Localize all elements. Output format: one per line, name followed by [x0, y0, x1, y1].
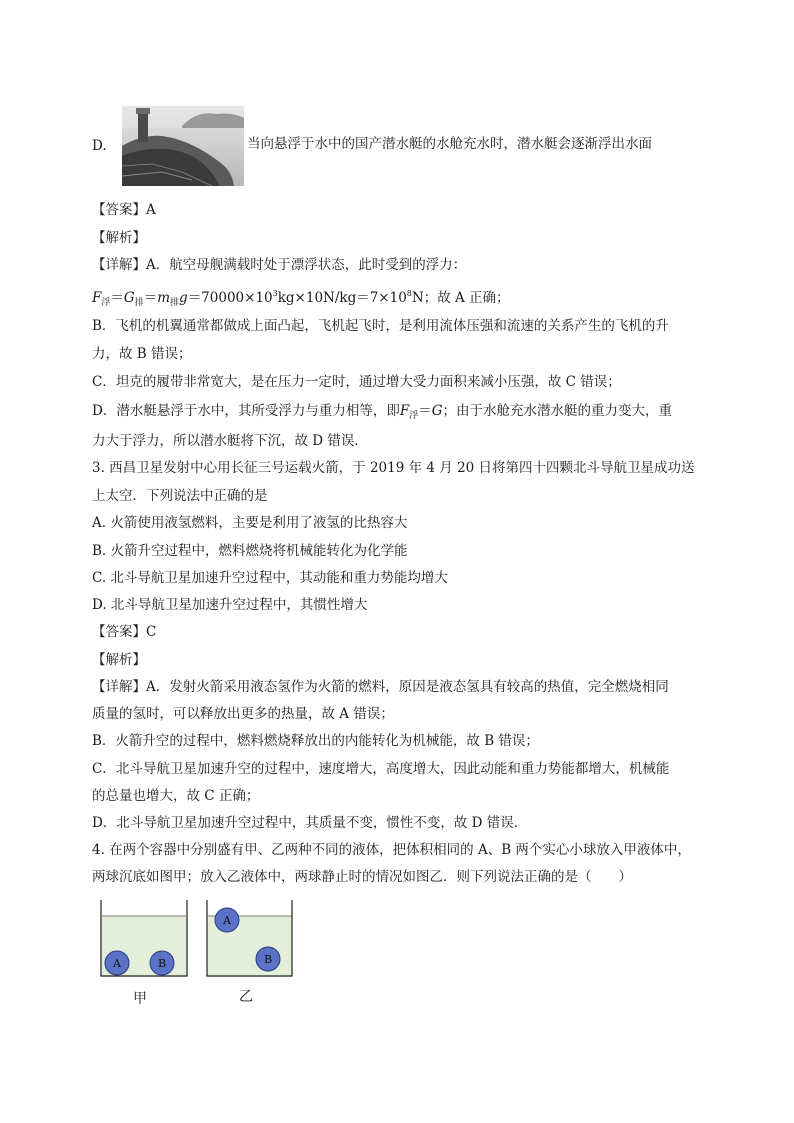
- formula-eq2: ＝: [143, 290, 158, 306]
- q3-stem-line2: 上太空．下列说法中正确的是: [92, 488, 268, 504]
- q2-analysis-tag: 【解析】: [92, 230, 146, 246]
- detail-d1-g: G: [431, 403, 443, 419]
- answer-value: C: [146, 624, 157, 640]
- q3-option-a: A. 火箭使用液氢燃料，主要是利用了液氢的比热容大: [92, 515, 408, 531]
- q3-detail-line6: D．北斗导航卫星加速升空过程中，其质量不变，惯性不变，故 D 错误．: [92, 815, 528, 831]
- q3-option-d: D. 北斗导航卫星加速升空过程中，其惯性增大: [92, 597, 368, 613]
- q3-option-c: C. 北斗导航卫星加速升空过程中，其动能和重力势能均增大: [92, 570, 448, 586]
- q2-detail-d1: [92, 401, 672, 426]
- ball-a-yi-label: A: [223, 914, 231, 927]
- q4-stem-line2: 两球沉底如图甲；放入乙液体中，两球静止时的情况如图乙．则下列说法正确的是（ ）: [92, 869, 632, 885]
- formula-g: G: [123, 290, 135, 306]
- q4-stem-line1: 4. 在两个容器中分别盛有甲、乙两种不同的液体，把体积相同的 A、B 两个实心小球放入甲液体中，: [92, 842, 691, 858]
- figure-label-yi: 乙: [239, 989, 253, 1005]
- formula-g-sub: 排: [134, 298, 144, 308]
- formula-f: F: [92, 290, 102, 306]
- q3-answer: [92, 622, 156, 642]
- detail-tag: 【详解】: [92, 257, 146, 273]
- detail-tag: 【详解】: [92, 679, 146, 695]
- q3-detail-line3: B．火箭升空的过程中，燃料燃烧释放出的内能转化为机械能，故 B 错误；: [92, 733, 539, 749]
- detail-d1-f: F: [399, 403, 410, 419]
- buoyancy-formula: [92, 284, 510, 313]
- q2-option-d-label: D.: [92, 138, 107, 154]
- q3-analysis-tag: 【解析】: [92, 652, 146, 668]
- q2-option-d-text: 当向悬浮于水中的国产潜水艇的水舱充水时，潜水艇会逐渐浮出水面: [247, 136, 652, 152]
- q2-detail-line1: [92, 255, 466, 275]
- detail-d1a: D．潜水艇悬浮于水中，其所受浮力与重力相等，即: [92, 403, 400, 419]
- formula-m-sub: 排: [170, 298, 180, 308]
- q3-stem-line1: 3. 西昌卫星发射中心用长征三号运载火箭，于 2019 年 4 月 20 日将第四十四颗北斗导航卫星成功送: [92, 460, 695, 476]
- detail-text: A．发射火箭采用液态氢作为火箭的燃料，原因是液态氢具有较高的热值，完全燃烧相同: [146, 679, 669, 695]
- ball-b-jia-label: B: [157, 957, 167, 970]
- q3-detail-line4: C．北斗导航卫星加速升空的过程中，速度增大，高度增大，因此动能和重力势能都增大，机械能: [92, 761, 670, 777]
- formula-f-sub: 浮: [101, 298, 111, 308]
- formula-exp2: 8: [406, 289, 412, 298]
- submarine-photo-image: [122, 106, 244, 186]
- q3-option-b: B. 火箭升空过程中，燃料燃烧将机械能转化为化学能: [92, 543, 408, 559]
- formula-small-g: g: [179, 290, 188, 306]
- detail-d1b: ；由于水舱充水潜水艇的重力变大，重: [442, 403, 673, 419]
- q2-answer: [92, 200, 156, 220]
- q3-detail-line2: 质量的氢时，可以释放出更多的热量，故 A 错误；: [92, 706, 394, 722]
- formula-m: m: [157, 290, 171, 306]
- answer-tag: 【答案】: [92, 624, 146, 640]
- answer-tag: 【答案】: [92, 202, 146, 218]
- formula-rest2: kg×10N/kg＝7×10: [277, 290, 407, 306]
- q2-detail-b1: B．飞机的机翼通常都做成上面凸起，飞机起飞时，是利用流体压强和流速的关系产生的飞机的升: [92, 318, 669, 334]
- formula-rest3: N；故 A 正确；: [411, 290, 510, 306]
- ball-b-yi-label: B: [263, 953, 273, 966]
- formula-eq1: ＝: [110, 290, 124, 306]
- detail-d1-sub: 浮: [409, 411, 419, 421]
- q3-detail-line1: [92, 677, 669, 697]
- answer-value: A: [146, 202, 156, 218]
- formula-rest1: ＝70000×10: [187, 290, 273, 306]
- ball-a-jia-label: A: [113, 957, 121, 970]
- submarine-photo: [122, 106, 244, 186]
- q3-detail-line5: 的总量也增大，故 C 正确；: [92, 788, 260, 804]
- detail-d1-eq: ＝: [418, 403, 432, 419]
- q2-detail-b2: 力，故 B 错误；: [92, 346, 192, 362]
- q4-figure: [96, 896, 296, 980]
- formula-exp1: 3: [272, 289, 278, 298]
- figure-label-jia: 甲: [133, 991, 147, 1007]
- detail-text: A．航空母舰满载时处于漂浮状态，此时受到的浮力：: [146, 257, 467, 273]
- q2-detail-c: C．坦克的履带非常宽大，是在压力一定时，通过增大受力面积来减小压强，故 C 错误；: [92, 374, 621, 390]
- q2-detail-d2: 力大于浮力，所以潜水艇将下沉，故 D 错误．: [92, 433, 368, 449]
